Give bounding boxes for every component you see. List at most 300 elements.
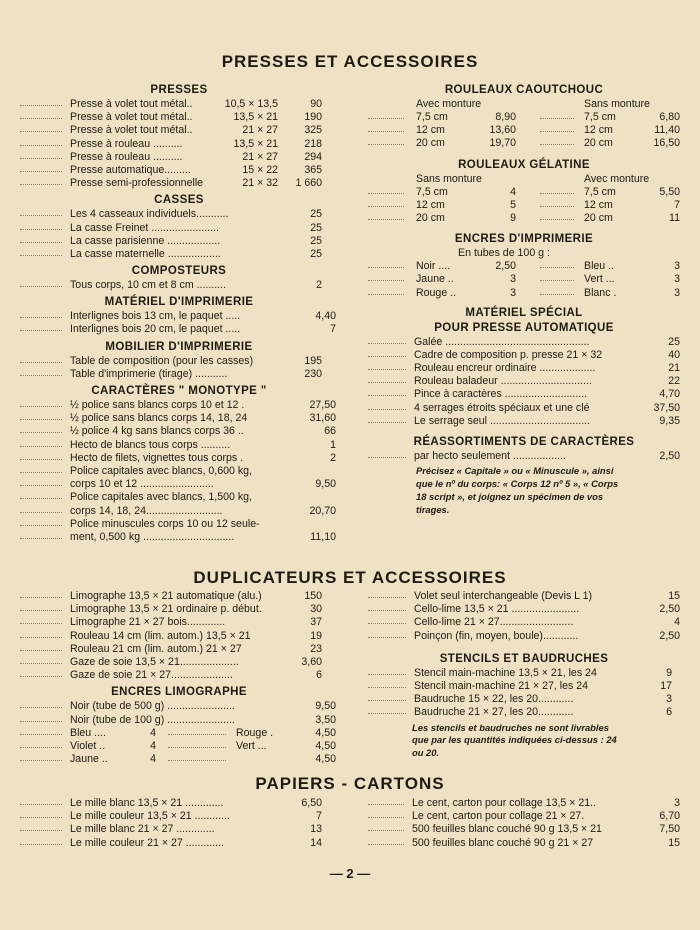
- ink-pair-row: [20, 727, 338, 740]
- special-heading: MATÉRIEL SPÉCIAL: [465, 306, 583, 319]
- dotted-leader: [368, 118, 404, 119]
- item-label: Rouleau baladeur ...............................: [414, 375, 592, 388]
- composteurs-list: [20, 279, 338, 292]
- cell-a-label: 12 cm: [416, 198, 445, 211]
- price-row: [20, 656, 338, 669]
- dotted-leader: [20, 145, 62, 146]
- dotted-leader: [20, 830, 62, 831]
- papiers-left-list: [20, 797, 338, 850]
- item-price: 9: [666, 666, 672, 679]
- price-row: [20, 138, 338, 151]
- item-dimension: 10,5 × 13,5: [224, 98, 278, 110]
- cell-a-value: 2,50: [495, 260, 516, 273]
- dotted-leader: [368, 343, 406, 344]
- dotted-leader: [20, 804, 62, 805]
- cell-b-value: 11: [669, 211, 680, 224]
- dotted-leader: [20, 406, 62, 407]
- table-row: [368, 111, 680, 124]
- cell-a-label: 12 cm: [416, 124, 445, 137]
- item-label: Le mille couleur 13,5 × 21 ............: [70, 810, 230, 823]
- page-title: PRESSES ET ACCESSOIRES: [221, 52, 479, 71]
- item-label: 500 feuilles blanc couché 90 g 21 × 27: [412, 836, 594, 849]
- dotted-leader: [368, 131, 404, 132]
- cell-b-value: 6,80: [659, 111, 680, 123]
- price-row: [20, 248, 338, 261]
- price-row: [368, 616, 680, 629]
- cell-a-label: Jaune ..: [416, 273, 454, 286]
- item-label: Cello-lime 21 × 27.........................: [414, 616, 574, 629]
- ink-pair-row: [20, 740, 338, 753]
- papiers-title: PAPIERS - CARTONS: [255, 774, 445, 793]
- dotted-leader: [20, 472, 62, 473]
- dotted-leader: [368, 409, 406, 410]
- dotted-leader: [368, 713, 406, 714]
- stencils-list: [368, 667, 680, 720]
- ink-name: Bleu ....: [70, 726, 106, 739]
- dotted-leader: [20, 286, 62, 287]
- item-price: 3,60: [301, 655, 322, 668]
- gelatine-with-label: Avec monture: [584, 172, 650, 185]
- item-label: Police capitales avec blancs, 0,600 kg,: [70, 464, 252, 477]
- item-dimension: 21 × 32: [242, 177, 278, 190]
- item-price: 365: [304, 163, 322, 176]
- item-price: 15: [668, 836, 680, 849]
- ink-price: 4,50: [315, 753, 336, 766]
- item-label: La casse Freinet .......................: [70, 221, 219, 234]
- price-row: [20, 439, 338, 452]
- item-price: 37,50: [653, 401, 680, 414]
- price-row: [368, 837, 680, 850]
- table-row: [368, 287, 680, 300]
- gelatine-rows: [368, 186, 680, 226]
- dotted-leader: [20, 446, 62, 447]
- dotted-leader: [20, 676, 62, 677]
- item-label: Baudruche 15 × 22, les 20............: [414, 693, 574, 706]
- special-list: [368, 336, 680, 428]
- dotted-leader: [368, 382, 406, 383]
- item-label: Limographe 13,5 × 21 ordinaire p. début.: [70, 603, 262, 616]
- item-label: Poinçon (fin, moyen, boule)............: [414, 629, 579, 642]
- price-row: [20, 837, 338, 850]
- cell-b-value: 3: [674, 286, 680, 299]
- casses-heading: CASSES: [154, 194, 204, 207]
- dotted-leader: [20, 118, 62, 119]
- price-row: [368, 375, 680, 388]
- item-price: 40: [668, 348, 680, 361]
- duplicateurs-title: DUPLICATEURS ET ACCESSOIRES: [193, 568, 507, 587]
- item-price: 7: [330, 323, 336, 336]
- item-price: 294: [304, 150, 322, 163]
- dotted-leader: [20, 242, 62, 243]
- encres-heading: ENCRES D'IMPRIMERIE: [454, 233, 594, 246]
- dotted-leader: [20, 229, 62, 230]
- dotted-leader: [20, 721, 62, 722]
- ink-qty: 4: [150, 739, 156, 752]
- dotted-leader: [540, 267, 574, 268]
- dotted-leader: [368, 830, 404, 831]
- price-row: [20, 111, 338, 124]
- encres-rows: [368, 260, 680, 300]
- item-label: ment, 0,500 kg ...............................: [70, 530, 235, 543]
- cell-a-value: 3: [510, 286, 516, 299]
- item-price: 9,50: [315, 478, 336, 491]
- dotted-leader: [368, 623, 406, 624]
- item-label: Noir (tube de 500 g) .......................: [70, 700, 235, 713]
- presses-heading: PRESSES: [150, 84, 208, 96]
- dotted-leader: [20, 330, 62, 331]
- price-row: [20, 505, 338, 518]
- dotted-leader: [20, 610, 62, 611]
- dotted-leader: [368, 687, 406, 688]
- item-price: 21: [668, 362, 680, 375]
- price-row: [368, 388, 680, 401]
- item-label: Volet seul interchangeable (Devis L 1): [414, 590, 593, 602]
- cell-b-label: 20 cm: [584, 211, 613, 224]
- price-row: [368, 680, 680, 693]
- dotted-leader: [368, 637, 406, 638]
- price-row: [368, 362, 680, 375]
- item-label: Gaze de soie 13,5 × 21....................: [70, 655, 239, 668]
- cell-b-label: 7,5 cm: [584, 111, 616, 123]
- item-price: 25: [310, 208, 322, 221]
- price-row: [20, 425, 338, 438]
- dotted-leader: [368, 674, 406, 675]
- item-label: Rouleau 14 cm (lim. autom.) 13,5 × 21: [70, 629, 251, 642]
- dotted-leader: [540, 144, 574, 145]
- item-label: Rouleau encreur ordinaire ...................: [414, 362, 596, 375]
- item-price: 9,50: [315, 700, 336, 713]
- dotted-leader: [368, 700, 406, 701]
- item-price: 230: [304, 367, 322, 380]
- price-row: [368, 823, 680, 836]
- price-row: [20, 797, 338, 810]
- item-price: 27,50: [309, 399, 336, 411]
- dotted-leader: [20, 844, 62, 845]
- price-row: [20, 412, 338, 425]
- dotted-leader: [368, 395, 406, 396]
- item-label: Le serrage seul ..................................: [414, 414, 591, 427]
- rouleaux-caoutchouc-heading: ROULEAUX CAOUTCHOUC: [444, 84, 604, 96]
- caoutchouc-with-label: Avec monture: [416, 98, 482, 110]
- item-price: 218: [304, 137, 322, 150]
- price-row: [20, 700, 338, 713]
- item-price: 1: [330, 438, 336, 451]
- item-label: Les 4 casseaux individuels...........: [70, 208, 229, 221]
- dotted-leader: [20, 747, 62, 748]
- dotted-leader: [20, 498, 62, 499]
- dotted-leader: [540, 193, 574, 194]
- price-row: [20, 222, 338, 235]
- dotted-leader: [368, 206, 404, 207]
- item-dimension: 15 × 22: [242, 163, 278, 176]
- cell-a-value: 5: [510, 198, 516, 211]
- price-row: [20, 491, 338, 504]
- papiers-right-list: [368, 797, 680, 850]
- item-price: 2,50: [659, 629, 680, 642]
- item-price: 37: [310, 616, 322, 629]
- item-price: 6,70: [659, 810, 680, 823]
- ink-qty: 4: [150, 726, 156, 739]
- item-label: Pince à caractères ............................: [414, 388, 588, 401]
- price-row: [368, 797, 680, 810]
- item-label: Baudruche 21 × 27, les 20............: [414, 706, 574, 719]
- cell-b-label: 20 cm: [584, 137, 613, 150]
- price-row: [20, 177, 338, 190]
- limo-pairs: [20, 727, 338, 767]
- item-label: Presse à rouleau ..........: [70, 137, 183, 150]
- item-price: 90: [310, 98, 322, 110]
- dotted-leader: [368, 144, 404, 145]
- cell-a-value: 8,90: [495, 111, 516, 123]
- ink-price: 4,50: [315, 726, 336, 739]
- dotted-leader: [20, 158, 62, 159]
- dotted-leader: [20, 485, 62, 486]
- reassort-list: [368, 450, 680, 463]
- dotted-leader: [20, 817, 62, 818]
- dotted-leader: [20, 255, 62, 256]
- reassort-heading: RÉASSORTIMENTS DE CARACTÈRES: [413, 436, 635, 448]
- cell-b-value: 5,50: [659, 185, 680, 198]
- mobilier-list: [20, 355, 338, 381]
- price-row: [368, 667, 680, 680]
- item-dimension: 21 × 27: [242, 124, 278, 137]
- item-label: Presse à volet tout métal..: [70, 124, 193, 137]
- dotted-leader: [540, 131, 574, 132]
- item-label: Presse semi-professionnelle: [70, 177, 204, 190]
- caoutchouc-without-label: Sans monture: [584, 98, 650, 110]
- dotted-leader: [368, 356, 406, 357]
- item-price: 14: [310, 836, 322, 849]
- page-number: — 2 —: [329, 866, 371, 881]
- cell-a-value: 19,70: [489, 137, 516, 150]
- item-price: 25: [310, 247, 322, 260]
- item-label: Interlignes bois 20 cm, le paquet .....: [70, 323, 241, 336]
- dotted-leader: [168, 734, 226, 735]
- dotted-leader: [540, 206, 574, 207]
- price-row: [20, 368, 338, 381]
- cell-b-label: Vert ...: [584, 273, 615, 286]
- price-row: [368, 590, 680, 603]
- table-row: [368, 260, 680, 273]
- item-label: 4 serrages étroits spéciaux et une clé: [414, 401, 590, 414]
- item-price: 3: [666, 693, 672, 706]
- item-price: 20,70: [309, 504, 336, 517]
- duplicateurs-left: [20, 590, 338, 766]
- mobilier-heading: MOBILIER D'IMPRIMERIE: [105, 340, 253, 353]
- cell-a-value: 9: [510, 211, 516, 224]
- item-price: 25: [668, 335, 680, 348]
- price-row: [20, 235, 338, 248]
- item-label: Interlignes bois 13 cm, le paquet .....: [70, 310, 241, 323]
- dotted-leader: [20, 105, 62, 106]
- item-label: Tous corps, 10 cm et 8 cm ..........: [70, 279, 227, 292]
- price-row: [368, 630, 680, 643]
- cell-b-value: 3: [674, 273, 680, 286]
- price-row: [368, 336, 680, 349]
- item-price: 30: [310, 603, 322, 616]
- item-label: La casse parisienne ..................: [70, 234, 221, 247]
- dotted-leader: [368, 219, 404, 220]
- price-row: [20, 355, 338, 368]
- item-label: Le cent, carton pour collage 13,5 × 21..: [412, 797, 597, 809]
- cell-a-label: 7,5 cm: [416, 111, 448, 123]
- item-price: 325: [304, 124, 322, 137]
- item-label: Hecto de blancs tous corps ..........: [70, 438, 231, 451]
- cell-a-label: 20 cm: [416, 137, 445, 150]
- item-label: Police capitales avec blancs, 1,500 kg,: [70, 491, 252, 504]
- item-price: 17: [660, 679, 672, 692]
- item-price: 4: [674, 616, 680, 629]
- duplicateurs-right-list: [368, 590, 680, 643]
- ink-price: 4,50: [315, 739, 336, 752]
- papiers-left: [20, 797, 338, 850]
- cell-b-label: Bleu ..: [584, 260, 615, 273]
- gelatine-without-label: Sans monture: [416, 172, 482, 185]
- dotted-leader: [368, 193, 404, 194]
- dotted-leader: [20, 459, 62, 460]
- gelatine-subheads: [368, 173, 680, 186]
- item-price: 1 660: [295, 177, 322, 190]
- cell-b-label: 7,5 cm: [584, 185, 616, 198]
- item-dimension: 13,5 × 21: [233, 111, 278, 124]
- cell-a-label: Noir ....: [416, 260, 451, 273]
- item-price: 7: [316, 810, 322, 823]
- item-label: Le cent, carton pour collage 21 × 27.: [412, 810, 585, 823]
- item-price: 3: [674, 797, 680, 809]
- price-row: [20, 603, 338, 616]
- item-price: 3,50: [315, 713, 336, 726]
- item-label: Le mille blanc 13,5 × 21 .............: [70, 797, 224, 809]
- dotted-leader: [368, 294, 404, 295]
- cell-b-value: 7: [674, 198, 680, 211]
- cell-b-label: 12 cm: [584, 124, 613, 137]
- ink-qty: 4: [150, 753, 156, 766]
- left-column: [20, 80, 338, 544]
- item-label: par hecto seulement ..................: [414, 450, 566, 462]
- item-label: Stencil main-machine 21 × 27, les 24: [414, 679, 589, 692]
- encres-subheading: En tubes de 100 g :: [458, 247, 550, 260]
- item-price: 13: [310, 823, 322, 836]
- item-label: Limographe 21 × 27 bois.............: [70, 616, 226, 629]
- item-price: 15: [668, 590, 680, 602]
- encres-limo-heading: ENCRES LIMOGRAPHE: [111, 686, 247, 699]
- materiel-list: [20, 310, 338, 336]
- cell-b-value: 3: [674, 260, 680, 273]
- item-price: 2: [330, 451, 336, 464]
- dotted-leader: [540, 219, 574, 220]
- item-label: Table d'imprimerie (tirage) ...........: [70, 367, 228, 380]
- dotted-leader: [368, 610, 406, 611]
- price-row: [20, 616, 338, 629]
- table-row: [368, 124, 680, 137]
- item-price: 2,50: [659, 603, 680, 616]
- ink-pair-row: [20, 753, 338, 766]
- item-price: 150: [304, 590, 322, 602]
- duplicateurs-left-list: [20, 590, 338, 682]
- item-price: 22: [668, 375, 680, 388]
- item-price: 190: [304, 111, 322, 124]
- item-label: Presse à volet tout métal..: [70, 98, 193, 110]
- caracteres-heading: CARACTÈRES " MONOTYPE ": [91, 385, 267, 397]
- duplicateurs-right: [368, 590, 680, 760]
- item-price: 6: [666, 706, 672, 719]
- dotted-leader: [540, 118, 574, 119]
- item-label: ½ police 4 kg sans blancs corps 36 ..: [70, 425, 244, 438]
- price-row: [20, 810, 338, 823]
- composteurs-heading: COMPOSTEURS: [131, 265, 227, 278]
- table-row: [368, 137, 680, 150]
- price-row: [20, 714, 338, 727]
- reassort-note: Précisez « Capitale » ou « Minuscule », ainsi que le nº du corps: « Corps 12 nº 5 », « Corps 18 script », et joignez un spécimen de vos tirages.: [416, 465, 619, 515]
- cell-a-label: 7,5 cm: [416, 185, 448, 198]
- item-dimension: 13,5 × 21: [233, 137, 278, 150]
- ink-name-2: Vert ...: [236, 739, 267, 752]
- price-row: [368, 402, 680, 415]
- item-price: 9,35: [659, 414, 680, 427]
- dotted-leader: [20, 760, 62, 761]
- item-label: Limographe 13,5 × 21 automatique (alu.): [70, 590, 262, 602]
- item-label: corps 14, 18, 24..........................: [70, 504, 223, 517]
- item-label: Stencil main-machine 13,5 × 21, les 24: [414, 666, 597, 679]
- price-row: [20, 452, 338, 465]
- cell-b-value: 11,40: [654, 124, 680, 137]
- dotted-leader: [20, 375, 62, 376]
- dotted-leader: [368, 457, 406, 458]
- price-row: [368, 349, 680, 362]
- price-row: [20, 643, 338, 656]
- item-price: 25: [310, 221, 322, 234]
- dotted-leader: [20, 525, 62, 526]
- item-price: 19: [310, 629, 322, 642]
- dotted-leader: [20, 432, 62, 433]
- price-row: [20, 98, 338, 111]
- price-row: [20, 164, 338, 177]
- dotted-leader: [20, 707, 62, 708]
- item-price: 4,70: [659, 388, 680, 401]
- price-row: [20, 823, 338, 836]
- item-price: 4,40: [315, 310, 336, 323]
- cell-a-label: Rouge ..: [416, 286, 457, 299]
- price-row: [20, 151, 338, 164]
- item-price: 2,50: [659, 450, 680, 462]
- item-price: 66: [324, 425, 336, 438]
- price-row: [20, 669, 338, 682]
- price-row: [20, 531, 338, 544]
- dotted-leader: [368, 369, 406, 370]
- item-price: 6: [316, 669, 322, 682]
- limo-list: [20, 700, 338, 726]
- dotted-leader: [368, 804, 404, 805]
- cell-b-label: 12 cm: [584, 198, 613, 211]
- papiers-right: [368, 797, 680, 850]
- caoutchouc-subheads: [368, 98, 680, 111]
- item-label: Galée .................................................: [414, 335, 590, 348]
- price-row: [20, 399, 338, 412]
- dotted-leader: [20, 171, 62, 172]
- item-label: Table de composition (pour les casses): [70, 354, 254, 367]
- table-row: [368, 212, 680, 225]
- rouleaux-gelatine-heading: ROULEAUX GÉLATINE: [458, 158, 590, 171]
- item-label: Police minuscules corps 10 ou 12 seule-: [70, 517, 260, 530]
- item-price: 195: [304, 354, 322, 367]
- caoutchouc-rows: [368, 111, 680, 151]
- price-row: [368, 810, 680, 823]
- price-row: [20, 124, 338, 137]
- table-row: [368, 273, 680, 286]
- dotted-leader: [20, 623, 62, 624]
- dotted-leader: [540, 280, 574, 281]
- price-row: [368, 415, 680, 428]
